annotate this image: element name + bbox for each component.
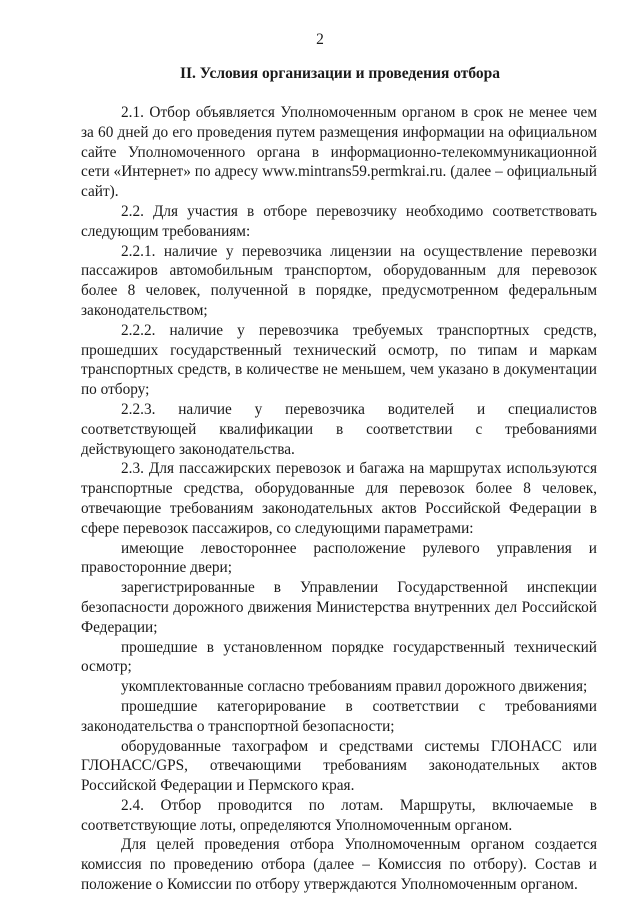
paragraph-2-4: 2.4. Отбор проводится по лотам. Маршруты, включаемые в соответствующие лоты, определяются Уполномоченным органом. bbox=[81, 796, 597, 834]
section-body bbox=[81, 103, 597, 895]
paragraph-2-3: 2.3. Для пассажирских перевозок и багажа на маршрутах используются транспортные средства, оборудованные для перевозок более 8 человек, отвечающие требованиям законодательных актов Российской Федерации в сфере перевозок пассажиров, со следующими параметрами: bbox=[81, 460, 597, 537]
list-item-equipped: укомплектованные согласно требованиям правил дорожного движения; bbox=[121, 678, 588, 696]
paragraph-commission: Для целей проведения отбора Уполномоченным органом создается комиссия по проведению отбора (далее – Комиссия по отбору). Состав и положение о Комиссии по отбору утверждаются Уполномоченным органом. bbox=[81, 836, 597, 894]
list-item-registered: зарегистрированные в Управлении Государственной инспекции безопасности дорожного движения Министерства внутренних дел Российской Федерации; bbox=[81, 579, 597, 636]
list-item-categorized: прошедшие категорирование в соответствии с требованиями законодательства о транспортной безопасности; bbox=[81, 697, 597, 735]
paragraph-2-2: 2.2. Для участия в отборе перевозчику необходимо соответствовать следующим требованиям: bbox=[81, 202, 597, 240]
list-item-tachograph: оборудованные тахографом и средствами системы ГЛОНАСС или ГЛОНАСС/GPS, отвечающими требованиям законодательных актов Российской Федерации и Пермского края. bbox=[81, 737, 597, 795]
paragraph-2-2-3: 2.2.3. наличие у перевозчика водителей и специалистов соответствующей квалификации в соответствии с требованиями действующего законодательства. bbox=[81, 400, 597, 458]
section-heading: II. Условия организации и проведения отбора bbox=[179, 65, 501, 82]
paragraph-2-2-2: 2.2.2. наличие у перевозчика требуемых транспортных средств, прошедших государственный технический осмотр, по типам и маркам транспортных средств, в количестве не меньшем, чем указано в документации по отбору; bbox=[81, 321, 597, 399]
list-item-inspection: прошедшие в установленном порядке государственный технический осмотр; bbox=[81, 638, 597, 676]
paragraph-2-1: 2.1. Отбор объявляется Уполномоченным органом в срок не менее чем за 60 дней до его проведения путем размещения информации на официальном сайте Уполномоченного органа в информационно-телекоммуникационной сети «Интернет» по адресу www.mintrans59.permkrai.ru. (далее – официальный сайт). bbox=[81, 104, 597, 201]
paragraph-2-2-1: 2.2.1. наличие у перевозчика лицензии на осуществление перевозки пассажиров автомобильным транспортом, оборудованным для перевозок более 8 человек, полученной в порядке, предусмотренном федеральным законодательством; bbox=[81, 242, 597, 319]
page-number: 2 bbox=[316, 31, 324, 48]
list-item-steering: имеющие левостороннее расположение рулевого управления и правосторонние двери; bbox=[81, 539, 597, 577]
